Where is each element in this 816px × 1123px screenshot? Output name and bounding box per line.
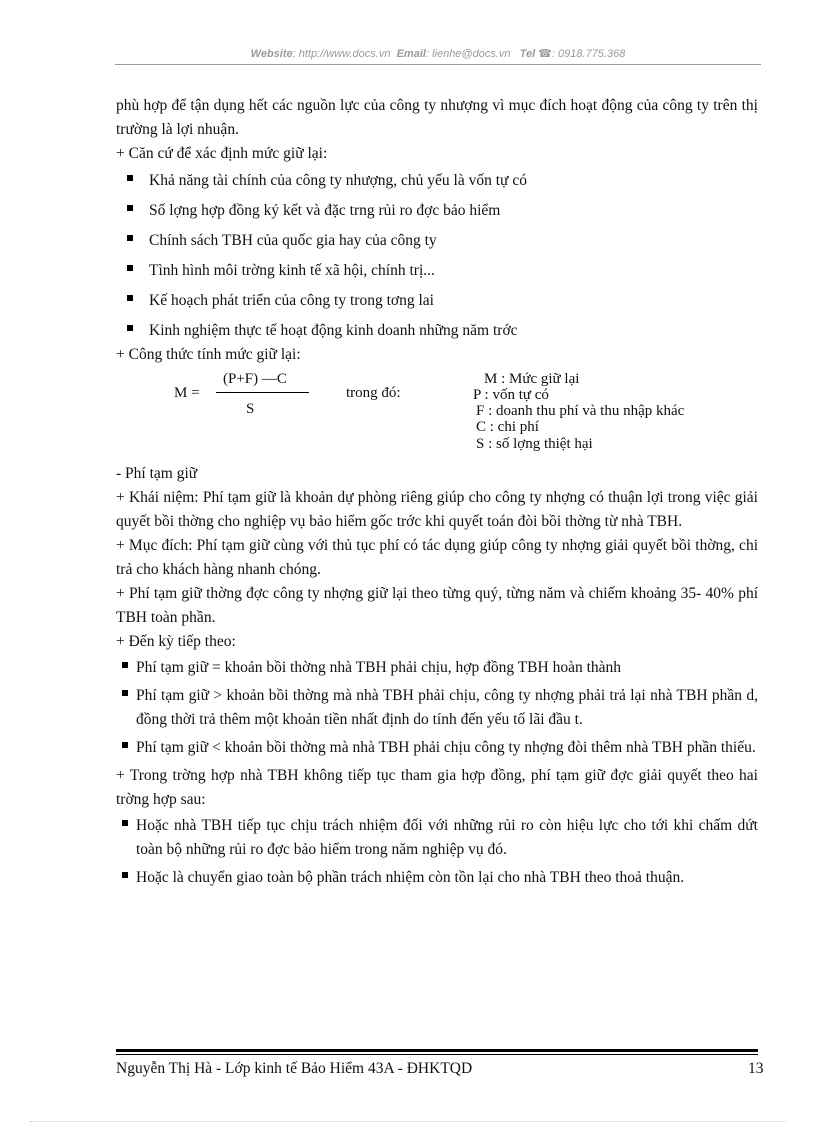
list-item: Chính sách TBH của quốc gia hay của công ty [116,229,758,259]
formula-def-p: P : vốn tự có [473,387,549,403]
tel-value: ☎: 0918.775.368 [538,48,626,60]
concept-paragraph: + Khái niệm: Phí tạm giữ là khoản dự phòng riêng giúp cho công ty nhợng có thuận lợi trong việc giải quyết bồi thờng cho nghiệp vụ bảo hiểm gốc trớc khi quyết toán đòi bồi thờng từ nhà TBH. [116,489,758,530]
list-item: Hoặc là chuyển giao toàn bộ phần trách nhiệm còn tồn lại cho nhà TBH theo thoả thuận. [116,866,758,890]
page-body [116,94,758,894]
formula-denominator: S [246,401,255,417]
list-item: Kế hoạch phát triển của công ty trong tơng lai [116,289,758,319]
website-label: Website [250,48,293,60]
list-item: Khả năng tài chính của công ty nhượng, chủ yếu là vốn tự có [116,169,758,199]
purpose-paragraph: + Mục đích: Phí tạm giữ cùng với thủ tục phí có tác dụng giúp công ty nhợng giải quyết bồi thờng, chi trả cho khách hàng nhanh chóng. [116,537,758,578]
footer-divider-thick [116,1049,758,1052]
formula-numerator: (P+F) —C [223,371,287,387]
page-number: 13 [748,1060,764,1077]
bullet-square-icon [127,205,133,211]
list-item: Hoặc nhà TBH tiếp tục chịu trách nhiệm đối với những rủi ro còn hiệu lực cho tới khi chấm dứt toàn bộ những rủi ro đợc bảo hiểm trong năm nghiệp vụ đó. [116,814,758,862]
list-item: Tình hình môi trờng kinh tế xã hội, chính trị... [116,259,758,289]
bullet-square-icon [127,325,133,331]
cases-list [116,814,758,890]
bullet-square-icon [127,265,133,271]
formula-def-m: M : Mức giữ lại [484,371,580,387]
case-intro-paragraph: + Trong trờng hợp nhà TBH không tiếp tục tham gia hợp đồng, phí tạm giữ đợc giải quyết theo hai trờng hợp sau: [116,767,758,808]
bases-list [116,169,758,343]
formula-heading: + Công thức tính mức giữ lại: [116,346,301,363]
formula-def-s: S : số lợng thiệt hại [476,436,593,452]
email-value[interactable]: : lienhe@docs.vn [425,48,511,60]
email-label: Email [396,48,426,60]
header-divider [115,64,761,65]
next-period-list [116,656,758,760]
bullet-square-icon [127,295,133,301]
bullet-square-icon [122,820,128,826]
list-item: Số lợng hợp đồng ký kết và đặc trng rủi ro đợc bảo hiểm [116,199,758,229]
formula-def-f: F : doanh thu phí và thu nhập khác [476,403,685,419]
retention-formula [116,367,758,462]
website-value[interactable]: : http://www.docs.vn [292,48,391,60]
tel-label: Tel [519,48,536,60]
bullet-square-icon [122,690,128,696]
fraction-bar [216,392,309,393]
footer-author: Nguyễn Thị Hà - Lớp kinh tế Bảo Hiểm 43A - ĐHKTQD [116,1060,473,1077]
bullet-square-icon [122,662,128,668]
next-period-heading: + Đến kỳ tiếp theo: [116,633,236,650]
formula-where: trong đó: [346,385,401,401]
list-item: Phí tạm giữ > khoản bồi thờng mà nhà TBH phải chịu, công ty nhợng phải trả lại nhà TBH phần d, đồng thời trả thêm một khoản tiền nhất định do tính đến yếu tố lãi đầu t. [116,684,758,732]
footer-divider-thin [116,1054,758,1055]
bullet-square-icon [122,872,128,878]
retention-paragraph: + Phí tạm giữ thờng đợc công ty nhợng giữ lại theo từng quý, từng năm và chiếm khoảng 35- 40% phí TBH toàn phần. [116,585,758,626]
section-title: - Phí tạm giữ [116,465,198,482]
formula-lhs: M = [174,385,200,401]
page-edge-divider [30,1121,786,1122]
bullet-square-icon [127,175,133,181]
formula-def-c: C : chi phí [476,419,539,435]
bullet-square-icon [122,742,128,748]
bullet-square-icon [127,235,133,241]
bases-heading: + Căn cứ để xác định mức giữ lại: [116,145,328,162]
intro-paragraph: phù hợp để tận dụng hết các nguồn lực của công ty nhượng vì mục đích hoạt động của công ty trên thị trường là lợi nhuận. [116,97,758,138]
list-item: Kinh nghiệm thực tế hoạt động kinh doanh những năm trớc [116,319,758,343]
list-item: Phí tạm giữ = khoản bồi thờng nhà TBH phải chịu, hợp đồng TBH hoàn thành [116,656,758,680]
list-item: Phí tạm giữ < khoản bồi thờng mà nhà TBH phải chịu công ty nhợng đòi thêm nhà TBH phần thiếu. [116,736,758,760]
page-header [115,47,761,60]
